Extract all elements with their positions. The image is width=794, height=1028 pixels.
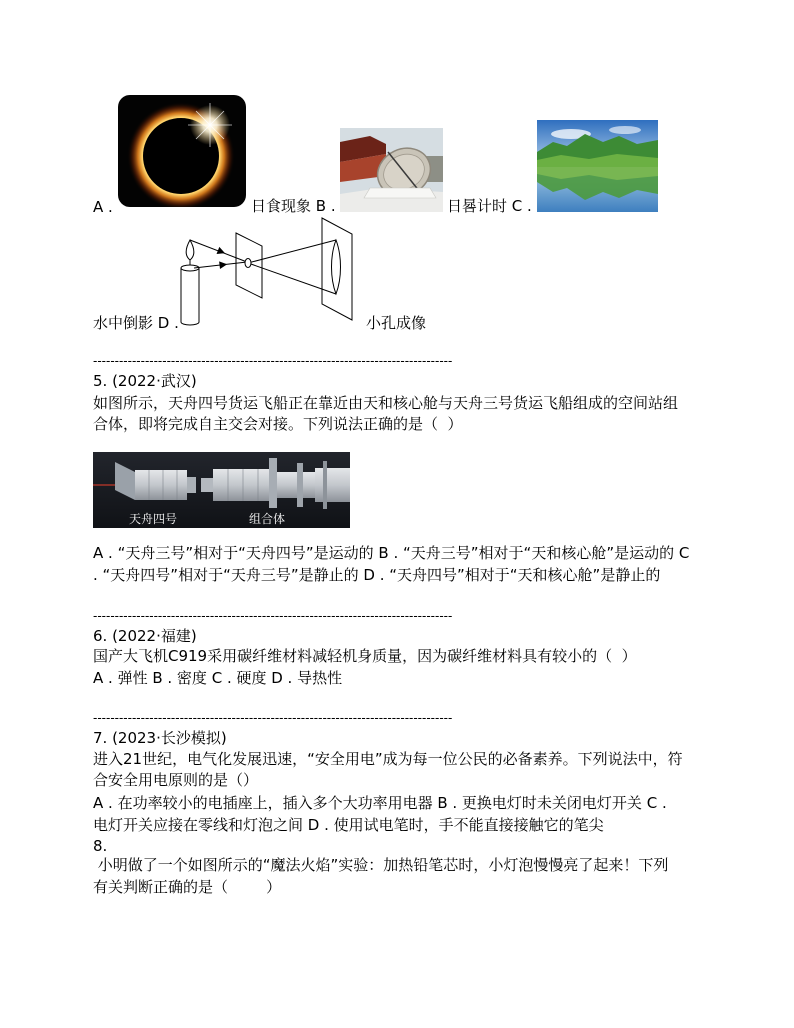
q7-stem-line: 进入21世纪，电气化发展迅速，“安全用电”成为每一位公民的必备素养。下列说法中，符 <box>93 750 683 768</box>
q7-header: 7. (2023·长沙模拟) <box>93 729 227 747</box>
option-d-caption: 小孔成像 <box>366 314 427 332</box>
separator-line: ----------------------------------------------------------------------------------- <box>93 609 453 623</box>
figure-label-combination: 组合体 <box>248 512 286 526</box>
separator-line: ----------------------------------------------------------------------------------- <box>93 711 453 725</box>
q7-option-line: 电灯开关应接在零线和灯泡之间 D . 使用试电笔时，手不能直接接触它的笔尖 <box>93 816 604 834</box>
figure-label-tianzhou-4: 天舟四号 <box>128 512 178 526</box>
solar-eclipse-photo <box>118 95 246 207</box>
separator-line: ----------------------------------------------------------------------------------- <box>93 354 453 368</box>
q8-header: 8. <box>93 837 108 855</box>
q5-header: 5. (2022·武汉) <box>93 372 197 390</box>
q5-stem-line: 如图所示，天舟四号货运飞船正在靠近由天和核心舱与天舟三号货运飞船组成的空间站组 <box>93 394 679 412</box>
q8-stem-line: 小明做了一个如图所示的“魔法火焰”实验：加热铅笔芯时，小灯泡慢慢亮了起来！下列 <box>93 856 669 874</box>
light-rays <box>190 240 336 294</box>
option-b-caption-c-label: 日晷计时 C . <box>447 197 532 215</box>
q6-option-line: A . 弹性 B . 密度 C . 硬度 D . 导热性 <box>93 669 343 687</box>
q5-option-line: A . “天舟三号”相对于“天舟四号”是运动的 B . “天舟三号”相对于“天和核心舱”是运动的 C <box>93 544 690 562</box>
option-a-caption-b-label: 日食现象 B . <box>251 197 336 215</box>
candle <box>181 240 199 325</box>
q5-option-line: . “天舟四号”相对于“天舟三号”是静止的 D . “天舟四号”相对于“天和核心舱”是静止的 <box>93 566 661 584</box>
q7-option-line: A . 在功率较小的电插座上，插入多个大功率用电器 B . 更换电灯时未关闭电灯开关 C . <box>93 794 667 812</box>
candle-flame <box>186 240 194 260</box>
spacecraft-docking-photo <box>93 452 350 528</box>
option-c-caption-d-label: 水中倒影 D . <box>93 314 179 332</box>
pinhole-imaging-diagram <box>175 214 365 334</box>
q7-stem-line: 合安全用电原则的是（） <box>93 771 259 789</box>
q6-header: 6. (2022·福建) <box>93 627 197 645</box>
lake-reflection-photo <box>537 120 658 212</box>
sundial-photo <box>340 128 443 212</box>
q5-stem-line: 合体，即将完成自主交会对接。下列说法正确的是（ ） <box>93 415 463 433</box>
option-a-label: A . <box>93 198 113 216</box>
q8-stem-line: 有关判断正确的是（ ） <box>93 878 282 896</box>
pinhole <box>245 259 251 268</box>
q6-stem-line: 国产大飞机C919采用碳纤维材料减轻机身质量，因为碳纤维材料具有较小的（ ） <box>93 647 637 665</box>
